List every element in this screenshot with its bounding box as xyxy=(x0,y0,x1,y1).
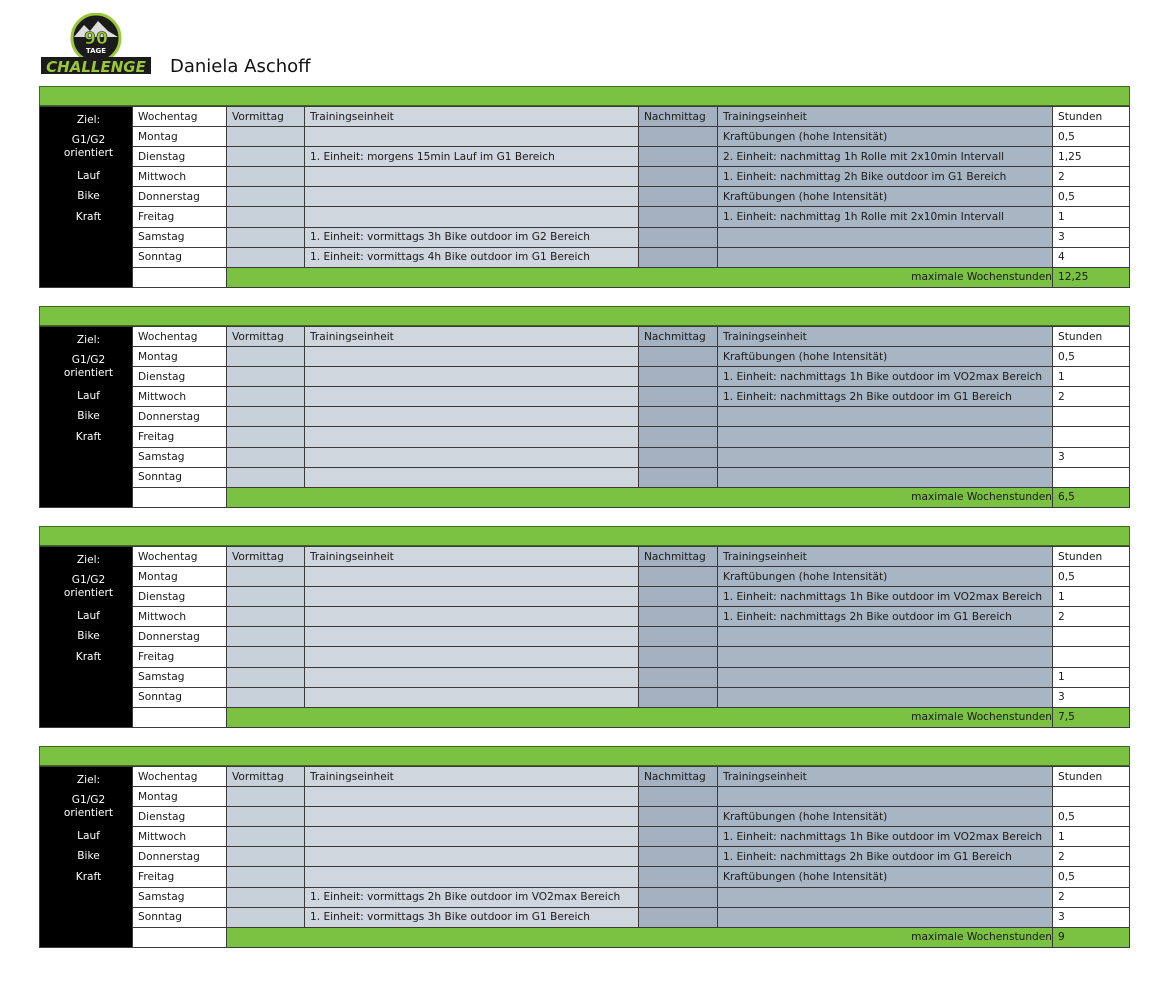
logo-challenge: CHALLENGE xyxy=(46,58,146,75)
hours-cell xyxy=(1053,627,1130,647)
hours-cell: 1 xyxy=(1053,367,1130,387)
total-row xyxy=(40,927,1130,947)
afternoon-cell xyxy=(639,147,718,167)
afternoon-cell xyxy=(639,167,718,187)
morning-unit-cell: 1. Einheit: vormittags 3h Bike outdoor im G1 Bereich xyxy=(305,907,639,927)
goal-sidebar-content xyxy=(45,767,132,887)
weekday-cell: Montag xyxy=(133,347,227,367)
goal-sport-bike: Bike xyxy=(77,190,100,202)
weekday-cell: Sonntag xyxy=(133,467,227,487)
afternoon-unit-cell: Kraftübungen (hohe Intensität) xyxy=(718,807,1053,827)
morning-cell xyxy=(227,827,305,847)
morning-cell xyxy=(227,907,305,927)
goal-sidebar xyxy=(40,547,133,728)
afternoon-unit-cell: 1. Einheit: nachmittags 1h Bike outdoor im VO2max Bereich xyxy=(718,827,1053,847)
afternoon-cell xyxy=(639,587,718,607)
morning-cell xyxy=(227,367,305,387)
morning-unit-cell xyxy=(305,187,639,207)
morning-unit-cell xyxy=(305,667,639,687)
morning-cell xyxy=(227,607,305,627)
goal-zone: G1/G2 xyxy=(71,793,106,806)
morning-unit-cell xyxy=(305,467,639,487)
weekday-cell: Mittwoch xyxy=(133,167,227,187)
afternoon-cell xyxy=(639,467,718,487)
goal-zone: G1/G2 xyxy=(71,353,106,366)
morning-unit-cell xyxy=(305,207,639,227)
weekday-cell: Samstag xyxy=(133,227,227,247)
table-header-row xyxy=(40,107,1130,127)
morning-unit-cell: 1. Einheit: morgens 15min Lauf im G1 Bereich xyxy=(305,147,639,167)
challenge-logo xyxy=(40,13,152,75)
morning-unit-cell xyxy=(305,567,639,587)
afternoon-unit-cell: Kraftübungen (hohe Intensität) xyxy=(718,567,1053,587)
goal-sport-bike: Bike xyxy=(77,850,100,862)
total-blank-cell xyxy=(133,927,227,947)
afternoon-unit-cell: 1. Einheit: nachmittag 2h Bike outdoor im G1 Bereich xyxy=(718,167,1053,187)
table-row xyxy=(40,407,1130,427)
afternoon-unit-cell xyxy=(718,467,1053,487)
column-header-trainingseinheit-pm: Trainingseinheit xyxy=(718,767,1053,787)
total-label: maximale Wochenstunden xyxy=(227,927,1053,947)
morning-unit-cell xyxy=(305,167,639,187)
total-hours: 12,25 xyxy=(1053,267,1130,287)
hours-cell: 3 xyxy=(1053,907,1130,927)
table-row xyxy=(40,167,1130,187)
total-hours: 9 xyxy=(1053,927,1130,947)
morning-unit-cell xyxy=(305,647,639,667)
weekday-cell: Mittwoch xyxy=(133,827,227,847)
hours-cell: 1 xyxy=(1053,207,1130,227)
table-row xyxy=(40,147,1130,167)
week-header-bar xyxy=(39,306,1130,326)
afternoon-cell xyxy=(639,807,718,827)
table-row xyxy=(40,887,1130,907)
afternoon-cell xyxy=(639,887,718,907)
afternoon-unit-cell xyxy=(718,687,1053,707)
column-header-nachmittag: Nachmittag xyxy=(639,767,718,787)
weekday-cell: Montag xyxy=(133,127,227,147)
goal-label: Ziel: xyxy=(76,774,101,786)
column-header-vormittag: Vormittag xyxy=(227,767,305,787)
goal-sport-run: Lauf xyxy=(77,389,100,402)
afternoon-unit-cell xyxy=(718,887,1053,907)
column-header-nachmittag: Nachmittag xyxy=(639,547,718,567)
table-row xyxy=(40,227,1130,247)
morning-cell xyxy=(227,227,305,247)
morning-unit-cell xyxy=(305,407,639,427)
morning-unit-cell xyxy=(305,347,639,367)
column-header-trainingseinheit-am: Trainingseinheit xyxy=(305,107,639,127)
hours-cell: 1 xyxy=(1053,667,1130,687)
weekday-cell: Sonntag xyxy=(133,907,227,927)
morning-cell xyxy=(227,347,305,367)
week-plan xyxy=(39,306,1130,508)
afternoon-cell xyxy=(639,847,718,867)
table-row xyxy=(40,807,1130,827)
morning-cell xyxy=(227,427,305,447)
logo-number: 90 xyxy=(84,29,108,49)
weekday-cell: Samstag xyxy=(133,667,227,687)
afternoon-cell xyxy=(639,187,718,207)
total-blank-cell xyxy=(133,707,227,727)
column-header-trainingseinheit-am: Trainingseinheit xyxy=(305,327,639,347)
goal-sport-run: Lauf xyxy=(77,829,100,842)
column-header-trainingseinheit-pm: Trainingseinheit xyxy=(718,107,1053,127)
morning-unit-cell xyxy=(305,827,639,847)
afternoon-cell xyxy=(639,667,718,687)
goal-sport-strength: Kraft xyxy=(75,430,102,443)
hours-cell xyxy=(1053,647,1130,667)
morning-unit-cell: 1. Einheit: vormittags 2h Bike outdoor im VO2max Bereich xyxy=(305,887,639,907)
column-header-wochentag: Wochentag xyxy=(133,107,227,127)
hours-cell: 2 xyxy=(1053,387,1130,407)
hours-cell: 2 xyxy=(1053,607,1130,627)
afternoon-unit-cell xyxy=(718,907,1053,927)
table-row xyxy=(40,587,1130,607)
table-header-row xyxy=(40,327,1130,347)
table-row xyxy=(40,867,1130,887)
morning-cell xyxy=(227,387,305,407)
week-header-bar xyxy=(39,86,1130,106)
week-plan xyxy=(39,526,1130,728)
goal-orientation: orientiert xyxy=(63,586,114,599)
goal-sidebar-content xyxy=(45,327,132,447)
hours-cell: 0,5 xyxy=(1053,807,1130,827)
weekday-cell: Donnerstag xyxy=(133,407,227,427)
weekday-cell: Sonntag xyxy=(133,687,227,707)
table-row xyxy=(40,647,1130,667)
weekday-cell: Sonntag xyxy=(133,247,227,267)
weekday-cell: Montag xyxy=(133,787,227,807)
weekday-cell: Samstag xyxy=(133,887,227,907)
goal-label: Ziel: xyxy=(76,334,101,346)
weekday-cell: Montag xyxy=(133,567,227,587)
hours-cell: 0,5 xyxy=(1053,567,1130,587)
morning-cell xyxy=(227,867,305,887)
afternoon-cell xyxy=(639,367,718,387)
afternoon-cell xyxy=(639,647,718,667)
weekday-cell: Freitag xyxy=(133,427,227,447)
morning-unit-cell xyxy=(305,587,639,607)
hours-cell: 1 xyxy=(1053,587,1130,607)
morning-unit-cell xyxy=(305,607,639,627)
hours-cell: 1,25 xyxy=(1053,147,1130,167)
morning-cell xyxy=(227,887,305,907)
morning-cell xyxy=(227,467,305,487)
weekday-cell: Freitag xyxy=(133,207,227,227)
afternoon-cell xyxy=(639,207,718,227)
morning-cell xyxy=(227,807,305,827)
goal-sidebar xyxy=(40,767,133,948)
morning-cell xyxy=(227,187,305,207)
afternoon-unit-cell xyxy=(718,247,1053,267)
afternoon-unit-cell: Kraftübungen (hohe Intensität) xyxy=(718,187,1053,207)
total-hours: 6,5 xyxy=(1053,487,1130,507)
logo-tage: TAGE xyxy=(85,47,107,55)
afternoon-unit-cell: Kraftübungen (hohe Intensität) xyxy=(718,127,1053,147)
hours-cell: 0,5 xyxy=(1053,347,1130,367)
morning-unit-cell xyxy=(305,847,639,867)
hours-cell xyxy=(1053,467,1130,487)
morning-cell xyxy=(227,167,305,187)
weekday-cell: Donnerstag xyxy=(133,627,227,647)
afternoon-unit-cell xyxy=(718,647,1053,667)
hours-cell: 3 xyxy=(1053,447,1130,467)
goal-sport-run: Lauf xyxy=(77,169,100,182)
total-label: maximale Wochenstunden xyxy=(227,267,1053,287)
column-header-stunden: Stunden xyxy=(1053,107,1130,127)
afternoon-cell xyxy=(639,427,718,447)
afternoon-unit-cell: 1. Einheit: nachmittags 2h Bike outdoor im G1 Bereich xyxy=(718,387,1053,407)
hours-cell: 2 xyxy=(1053,887,1130,907)
goal-zone: G1/G2 xyxy=(71,133,106,146)
weekday-cell: Mittwoch xyxy=(133,607,227,627)
hours-cell: 4 xyxy=(1053,247,1130,267)
table-row xyxy=(40,427,1130,447)
table-row xyxy=(40,607,1130,627)
column-header-trainingseinheit-pm: Trainingseinheit xyxy=(718,547,1053,567)
goal-sport-strength: Kraft xyxy=(75,870,102,883)
weekday-cell: Freitag xyxy=(133,647,227,667)
goal-sidebar xyxy=(40,107,133,288)
afternoon-unit-cell xyxy=(718,627,1053,647)
afternoon-cell xyxy=(639,407,718,427)
afternoon-unit-cell xyxy=(718,407,1053,427)
table-header-row xyxy=(40,767,1130,787)
afternoon-cell xyxy=(639,607,718,627)
goal-sport-bike: Bike xyxy=(77,630,100,642)
column-header-trainingseinheit-am: Trainingseinheit xyxy=(305,547,639,567)
afternoon-cell xyxy=(639,127,718,147)
hours-cell xyxy=(1053,787,1130,807)
goal-label: Ziel: xyxy=(76,554,101,566)
hours-cell: 0,5 xyxy=(1053,127,1130,147)
table-row xyxy=(40,627,1130,647)
column-header-wochentag: Wochentag xyxy=(133,547,227,567)
hours-cell: 3 xyxy=(1053,687,1130,707)
table-row xyxy=(40,367,1130,387)
hours-cell: 2 xyxy=(1053,847,1130,867)
hours-cell: 3 xyxy=(1053,227,1130,247)
weekday-cell: Donnerstag xyxy=(133,187,227,207)
morning-unit-cell xyxy=(305,787,639,807)
total-label: maximale Wochenstunden xyxy=(227,707,1053,727)
morning-unit-cell xyxy=(305,427,639,447)
morning-cell xyxy=(227,207,305,227)
afternoon-unit-cell: 1. Einheit: nachmittags 1h Bike outdoor im VO2max Bereich xyxy=(718,367,1053,387)
morning-cell xyxy=(227,447,305,467)
weekday-cell: Dienstag xyxy=(133,587,227,607)
afternoon-cell xyxy=(639,227,718,247)
total-row xyxy=(40,267,1130,287)
morning-cell xyxy=(227,567,305,587)
morning-cell xyxy=(227,407,305,427)
morning-cell xyxy=(227,127,305,147)
total-blank-cell xyxy=(133,267,227,287)
goal-sport-strength: Kraft xyxy=(75,210,102,223)
afternoon-unit-cell xyxy=(718,227,1053,247)
morning-unit-cell: 1. Einheit: vormittags 3h Bike outdoor im G2 Bereich xyxy=(305,227,639,247)
week-header-bar xyxy=(39,526,1130,546)
total-blank-cell xyxy=(133,487,227,507)
table-row xyxy=(40,127,1130,147)
morning-unit-cell xyxy=(305,867,639,887)
table-row xyxy=(40,207,1130,227)
morning-cell xyxy=(227,247,305,267)
morning-unit-cell xyxy=(305,367,639,387)
weekday-cell: Mittwoch xyxy=(133,387,227,407)
morning-cell xyxy=(227,147,305,167)
afternoon-cell xyxy=(639,447,718,467)
column-header-nachmittag: Nachmittag xyxy=(639,327,718,347)
afternoon-cell xyxy=(639,687,718,707)
afternoon-cell xyxy=(639,627,718,647)
morning-cell xyxy=(227,667,305,687)
hours-cell: 1 xyxy=(1053,827,1130,847)
goal-orientation: orientiert xyxy=(63,806,114,819)
afternoon-unit-cell: 1. Einheit: nachmittags 2h Bike outdoor im G1 Bereich xyxy=(718,847,1053,867)
total-hours: 7,5 xyxy=(1053,707,1130,727)
goal-sidebar-content xyxy=(45,547,132,667)
week-plan xyxy=(39,746,1130,948)
table-row xyxy=(40,247,1130,267)
afternoon-unit-cell xyxy=(718,787,1053,807)
hours-cell xyxy=(1053,407,1130,427)
morning-unit-cell xyxy=(305,627,639,647)
column-header-nachmittag: Nachmittag xyxy=(639,107,718,127)
goal-zone: G1/G2 xyxy=(71,573,106,586)
morning-unit-cell xyxy=(305,127,639,147)
afternoon-cell xyxy=(639,387,718,407)
weekday-cell: Donnerstag xyxy=(133,847,227,867)
weekday-cell: Dienstag xyxy=(133,147,227,167)
morning-unit-cell xyxy=(305,447,639,467)
morning-cell xyxy=(227,587,305,607)
hours-cell: 2 xyxy=(1053,167,1130,187)
afternoon-cell xyxy=(639,867,718,887)
morning-cell xyxy=(227,627,305,647)
afternoon-unit-cell xyxy=(718,667,1053,687)
table-row xyxy=(40,847,1130,867)
afternoon-cell xyxy=(639,567,718,587)
week-table xyxy=(39,546,1130,728)
afternoon-unit-cell xyxy=(718,427,1053,447)
table-row xyxy=(40,667,1130,687)
morning-unit-cell xyxy=(305,387,639,407)
week-header-bar xyxy=(39,746,1130,766)
weekday-cell: Freitag xyxy=(133,867,227,887)
afternoon-cell xyxy=(639,827,718,847)
morning-cell xyxy=(227,787,305,807)
afternoon-unit-cell: 2. Einheit: nachmittag 1h Rolle mit 2x10min Intervall xyxy=(718,147,1053,167)
morning-unit-cell: 1. Einheit: vormittags 4h Bike outdoor im G1 Bereich xyxy=(305,247,639,267)
morning-cell xyxy=(227,687,305,707)
goal-sport-run: Lauf xyxy=(77,609,100,622)
goal-sidebar-content xyxy=(45,107,132,227)
table-row xyxy=(40,447,1130,467)
weekday-cell: Dienstag xyxy=(133,807,227,827)
goal-orientation: orientiert xyxy=(63,146,114,159)
column-header-wochentag: Wochentag xyxy=(133,327,227,347)
table-row xyxy=(40,387,1130,407)
goal-label: Ziel: xyxy=(76,114,101,126)
afternoon-unit-cell: 1. Einheit: nachmittags 1h Bike outdoor im VO2max Bereich xyxy=(718,587,1053,607)
column-header-trainingseinheit-am: Trainingseinheit xyxy=(305,767,639,787)
table-row xyxy=(40,687,1130,707)
goal-sidebar xyxy=(40,327,133,508)
goal-sport-bike: Bike xyxy=(77,410,100,422)
column-header-vormittag: Vormittag xyxy=(227,547,305,567)
afternoon-unit-cell: Kraftübungen (hohe Intensität) xyxy=(718,347,1053,367)
table-row xyxy=(40,787,1130,807)
column-header-stunden: Stunden xyxy=(1053,767,1130,787)
column-header-vormittag: Vormittag xyxy=(227,327,305,347)
table-row xyxy=(40,187,1130,207)
afternoon-unit-cell: 1. Einheit: nachmittags 2h Bike outdoor im G1 Bereich xyxy=(718,607,1053,627)
afternoon-unit-cell: Kraftübungen (hohe Intensität) xyxy=(718,867,1053,887)
afternoon-cell xyxy=(639,787,718,807)
table-row xyxy=(40,907,1130,927)
column-header-vormittag: Vormittag xyxy=(227,107,305,127)
week-plan xyxy=(39,86,1130,288)
total-label: maximale Wochenstunden xyxy=(227,487,1053,507)
weekday-cell: Samstag xyxy=(133,447,227,467)
table-row xyxy=(40,827,1130,847)
total-row xyxy=(40,707,1130,727)
table-row xyxy=(40,567,1130,587)
afternoon-cell xyxy=(639,907,718,927)
goal-orientation: orientiert xyxy=(63,366,114,379)
table-row xyxy=(40,347,1130,367)
hours-cell xyxy=(1053,427,1130,447)
weekday-cell: Dienstag xyxy=(133,367,227,387)
afternoon-unit-cell: 1. Einheit: nachmittag 1h Rolle mit 2x10min Intervall xyxy=(718,207,1053,227)
athlete-name: Daniela Aschoff xyxy=(170,56,311,77)
hours-cell: 0,5 xyxy=(1053,187,1130,207)
afternoon-unit-cell xyxy=(718,447,1053,467)
afternoon-cell xyxy=(639,347,718,367)
total-row xyxy=(40,487,1130,507)
morning-cell xyxy=(227,847,305,867)
hours-cell: 0,5 xyxy=(1053,867,1130,887)
table-header-row xyxy=(40,547,1130,567)
column-header-stunden: Stunden xyxy=(1053,547,1130,567)
morning-unit-cell xyxy=(305,807,639,827)
table-row xyxy=(40,467,1130,487)
week-table xyxy=(39,106,1130,288)
afternoon-cell xyxy=(639,247,718,267)
column-header-trainingseinheit-pm: Trainingseinheit xyxy=(718,327,1053,347)
column-header-stunden: Stunden xyxy=(1053,327,1130,347)
week-table xyxy=(39,766,1130,948)
morning-unit-cell xyxy=(305,687,639,707)
goal-sport-strength: Kraft xyxy=(75,650,102,663)
column-header-wochentag: Wochentag xyxy=(133,767,227,787)
week-table xyxy=(39,326,1130,508)
morning-cell xyxy=(227,647,305,667)
